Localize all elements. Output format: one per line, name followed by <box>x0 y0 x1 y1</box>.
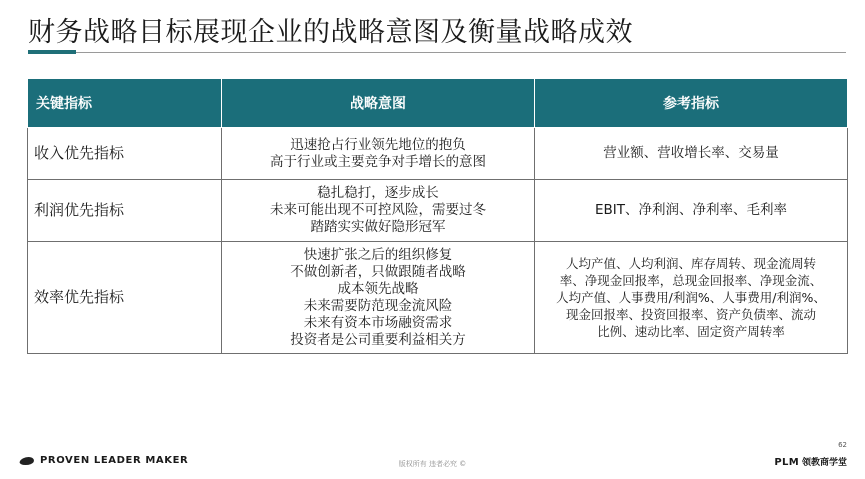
table-row <box>28 128 848 180</box>
header-reference-indicator: 参考指标 <box>535 79 848 128</box>
header-key-indicator: 关键指标 <box>28 79 222 128</box>
intent-line: 不做创新者，只做跟随者战略 <box>290 263 466 280</box>
reference-line: EBIT、净利润、净利率、毛利率 <box>594 202 788 218</box>
row-reference <box>535 180 848 242</box>
reference-line: 比例、速动比率、固定资产周转率 <box>597 324 785 339</box>
page-number: 62 <box>838 441 847 449</box>
intent-line: 未来需要防范现金流风险 <box>303 297 453 314</box>
reference-line: 人均产值、人均利润、库存周转、现金流周转 <box>565 256 816 271</box>
reference-line: 人均产值、人事费用/利润%、人事费用/利润%、 <box>556 290 826 305</box>
intent-line: 成本领先战略 <box>337 280 419 297</box>
reference-line: 营业额、营收增长率、交易量 <box>603 145 779 161</box>
intent-line: 高于行业或主要竞争对手增长的意图 <box>270 153 486 170</box>
intent-line: 迅速抢占行业领先地位的抱负 <box>290 136 466 153</box>
footer-copyright: 版权所有 违者必究 © <box>398 460 467 468</box>
school-logo-brand: PLM <box>774 457 799 468</box>
row-category: 收入优先指标 <box>28 128 222 180</box>
table-header-row <box>28 79 848 128</box>
footer-brand-text: PROVEN LEADER MAKER <box>40 455 189 466</box>
title-accent-bar <box>28 50 76 54</box>
intent-line: 快速扩张之后的组织修复 <box>303 246 453 263</box>
intent-line: 未来可能出现不可控风险，需要过冬 <box>270 202 486 218</box>
reference-line: 率、净现金回报率，总现金回报率、净现金流、 <box>559 273 823 288</box>
table-row <box>28 180 848 242</box>
row-intent <box>222 242 535 354</box>
table-row <box>28 242 848 354</box>
row-intent <box>222 128 535 180</box>
row-reference <box>535 242 848 354</box>
kpi-table <box>27 78 848 354</box>
reference-line: 现金回报率、投资回报率、资产负债率、流动 <box>565 307 816 322</box>
row-category: 利润优先指标 <box>28 180 222 242</box>
school-logo-text: 领教商学堂 <box>801 458 847 468</box>
row-intent <box>222 180 535 242</box>
page-title: 财务战略目标展现企业的战略意图及衡量战略成效 <box>28 17 633 48</box>
intent-line: 未来有资本市场融资需求 <box>303 314 453 331</box>
row-reference <box>535 128 848 180</box>
intent-line: 踏踏实实做好隐形冠军 <box>310 219 446 235</box>
intent-line: 投资者是公司重要利益相关方 <box>290 331 466 348</box>
intent-line: 稳扎稳打，逐步成长 <box>317 185 439 201</box>
title-divider <box>28 52 846 53</box>
row-category: 效率优先指标 <box>28 242 222 354</box>
footer-school-logo <box>774 455 847 468</box>
header-strategic-intent: 战略意图 <box>222 79 535 128</box>
